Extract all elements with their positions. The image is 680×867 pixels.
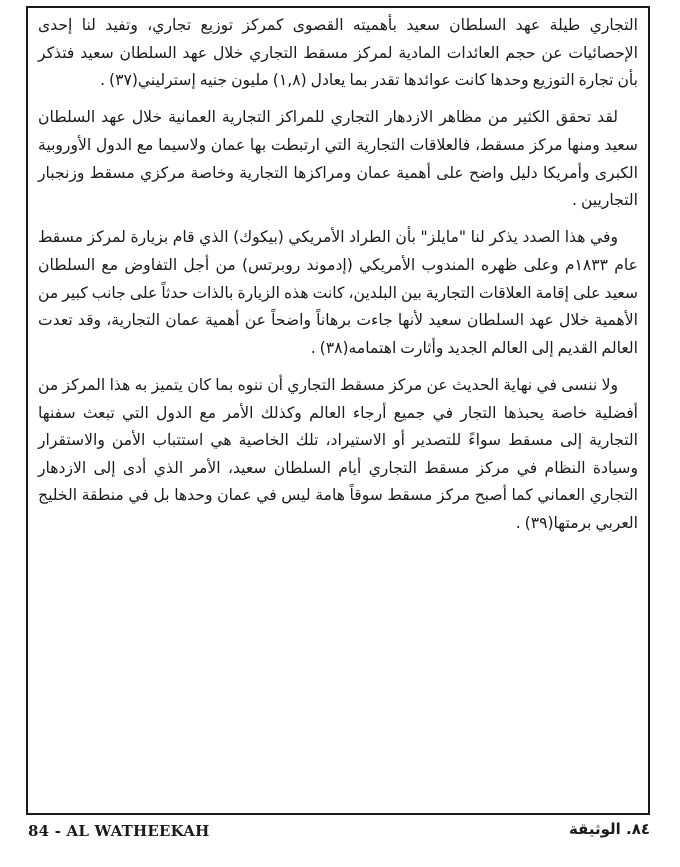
paragraph-3 (38, 224, 638, 362)
footer-page-label-latin: 84 - AL WATHEEKAH (28, 822, 210, 840)
paragraph-4 (38, 372, 638, 538)
paragraph-4-text: ولا ننسى في نهاية الحديث عن مركز مسقط التجاري أن ننوه بما كان يتميز به هذا المركز من أفضلية خاصة يحبذها التجار في جميع أرجاء العالم وكذلك الأمر مع الدول التي تبعث سفنها التجارية إلى مسقط سواءً للتصدير أو الاستيراد، تلك الخاصية هي استتباب الأمن والاستقرار وسيادة النظام في مركز مسقط التجاري أيام السلطان سعيد، الأمر الذي أدى إلى الازدهار التجاري العماني كما أصبح مركز مسقط سوقاً هامة ليس في عمان وحدها بل في منطقة الخليج العربي برمتها(٣٩) . (38, 375, 638, 532)
paragraph-2-text: لقد تحقق الكثير من مظاهر الازدهار التجاري للمراكز التجارية العمانية خلال عهد السلطان سعيد ومنها مركز مسقط، فالعلاقات التجارية التي ارتبطت بها عمان ولاسيما مع الدول الأوروبية الكبرى وأمريكا دليل واضح على أهمية عمان ومراكزها التجارية وخاصة مركزي مسقط وزنجبار التجاريين . (38, 108, 638, 210)
footer-page-label-arabic: ٨٤. الوثيقة (568, 820, 650, 838)
paragraph-2 (38, 104, 638, 214)
paragraph-3-text: وفي هذا الصدد يذكر لنا "مايلز" بأن الطراد الأمريكي (بيكوك) الذي قام بزيارة لمركز مسقط عام ١٨٣٣م وعلى ظهره المندوب الأمريكي (إدموند روبرتس) من أجل التفاوض مع السلطان سعيد على إقامة العلاقات التجارية بين البلدين، كانت هذه الزيارة بالذات حدثاً على جانب كبير من الأهمية خلال عهد السلطان سعيد لأنها جاءت برهاناً واضحاً عن أهمية عمان التجارية، وقد تعدت العالم القديم إلى العالم الجديد وأثارت اهتمامه(٣٨) . (38, 228, 638, 357)
body-text (38, 12, 638, 547)
paragraph-1 (38, 12, 638, 95)
paragraph-1-text: التجاري طيلة عهد السلطان سعيد بأهميته القصوى كمركز توزيع تجاري، وتفيد لنا إحدى الإحصائيات عن حجم العائدات المادية لمركز مسقط التجاري خلال عهد السلطان سعيد فتذكر بأن تجارة التوزيع وحدها كانت عوائدها تقدر بما يعادل (١,٨) مليون جنيه إسترليني(٣٧) . (38, 16, 638, 90)
